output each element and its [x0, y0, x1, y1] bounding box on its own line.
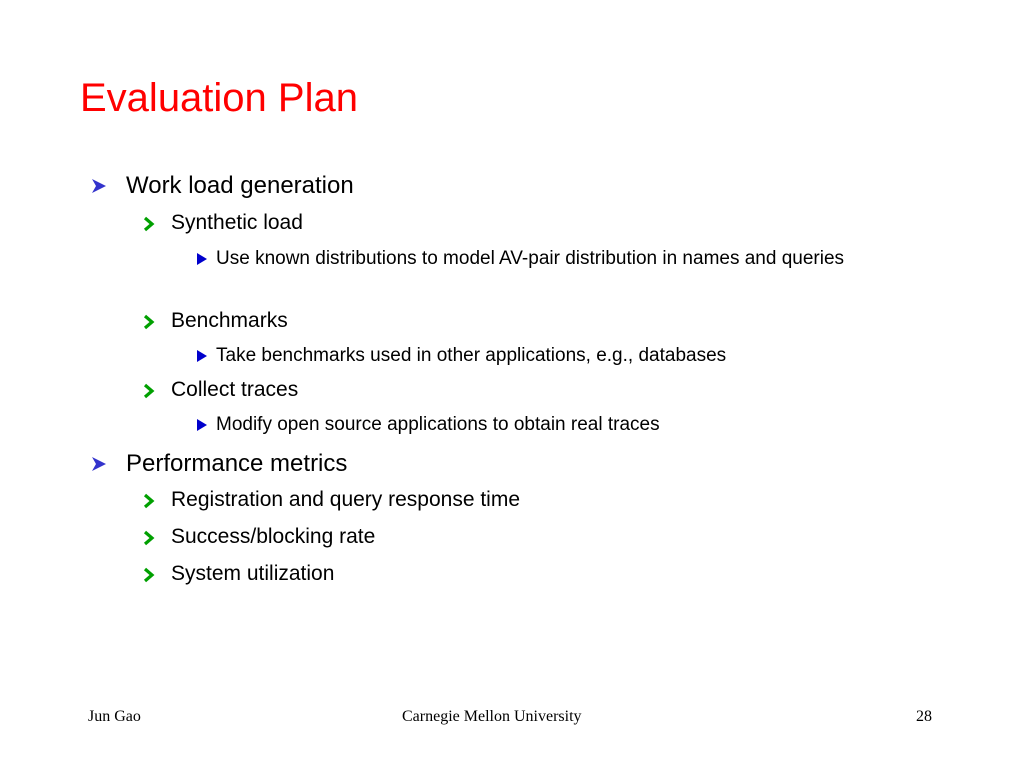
footer-author: Jun Gao: [88, 708, 141, 725]
bullet-text: Modify open source applications to obtain real traces: [216, 414, 660, 435]
bullet-level3-item: [216, 342, 726, 369]
bullet-text: System utilization: [171, 562, 335, 585]
bullet-level2-item: [171, 308, 288, 334]
chevron-right-icon: [142, 530, 156, 546]
bullet-text: Registration and query response time: [171, 488, 521, 511]
bullet-level2-item: [171, 524, 375, 550]
bullet-text: Performance metrics: [126, 450, 348, 477]
bullet-level2-item: [171, 561, 334, 587]
arrowhead-bullet-icon: [90, 455, 108, 473]
bullet-text: Benchmarks: [171, 309, 288, 332]
bullet-level2-item: [171, 377, 298, 403]
footer-institution: Carnegie Mellon University: [402, 708, 582, 725]
bullet-level3-item: [216, 245, 906, 272]
chevron-right-icon: [142, 216, 156, 232]
bullet-text: Synthetic load: [171, 211, 303, 234]
triangle-right-icon: [196, 350, 208, 362]
bullet-level1-item: [126, 172, 354, 200]
bullet-text: Success/blocking rate: [171, 525, 376, 548]
arrowhead-bullet-icon: [90, 177, 108, 195]
chevron-right-icon: [142, 493, 156, 509]
bullet-text: Collect traces: [171, 378, 299, 401]
triangle-right-icon: [196, 419, 208, 431]
bullet-level2-item: [171, 487, 520, 513]
bullet-text: Work load generation: [126, 172, 354, 199]
chevron-right-icon: [142, 383, 156, 399]
chevron-right-icon: [142, 567, 156, 583]
chevron-right-icon: [142, 314, 156, 330]
slide-title: Evaluation Plan: [80, 76, 358, 120]
bullet-text: Use known distributions to model AV-pair distribution in names and queries: [216, 248, 845, 269]
bullet-text: Take benchmarks used in other applications, e.g., databases: [216, 345, 727, 366]
footer-page-number: 28: [916, 708, 932, 725]
bullet-level2-item: [171, 210, 303, 236]
triangle-right-icon: [196, 253, 208, 265]
bullet-level1-item: [126, 450, 347, 478]
bullet-level3-item: [216, 411, 660, 438]
